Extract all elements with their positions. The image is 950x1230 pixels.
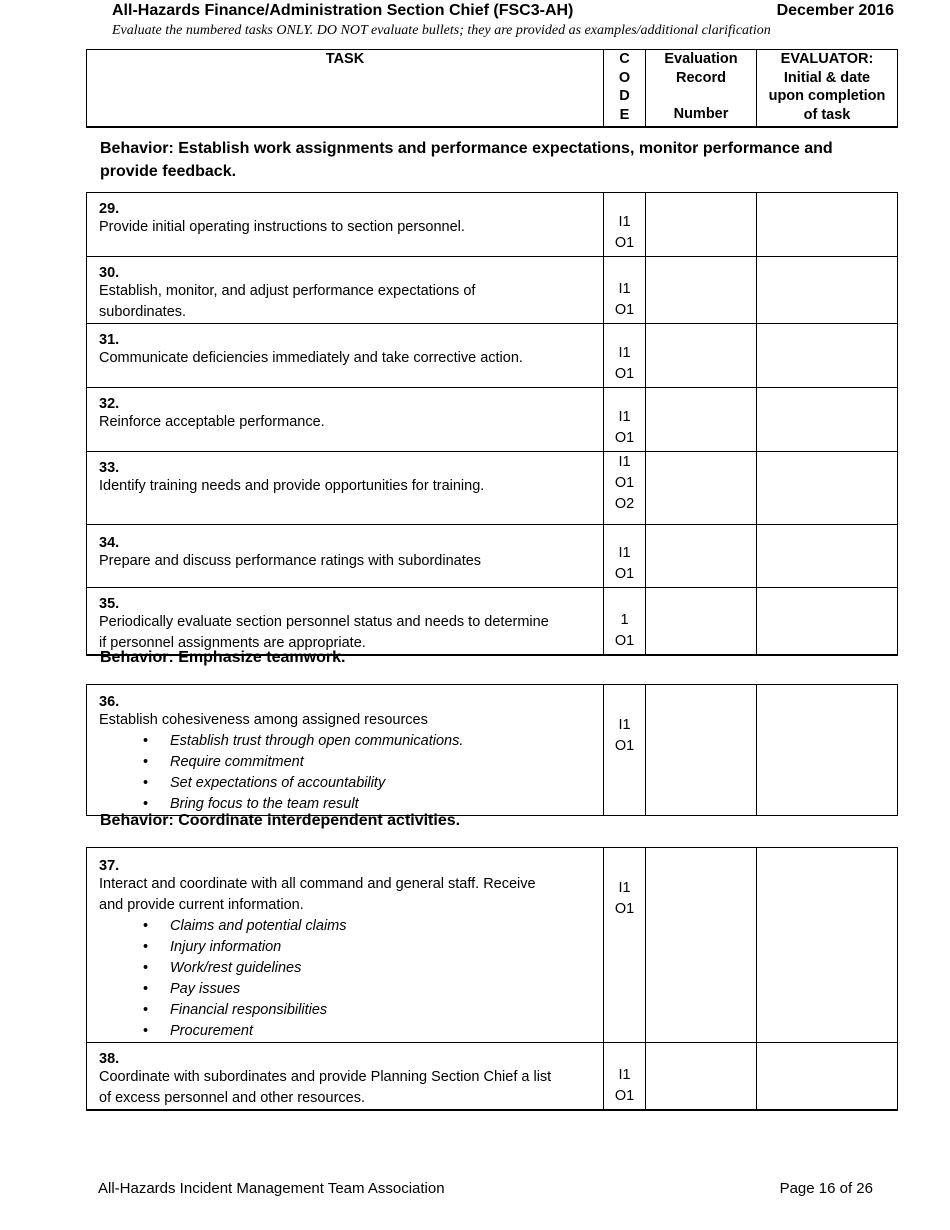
behavior-heading: Behavior: Emphasize teamwork. <box>100 649 346 666</box>
evaluator-cell[interactable] <box>757 685 898 816</box>
list-item: • Bring focus to the team result <box>141 794 593 815</box>
record-cell[interactable] <box>646 685 757 816</box>
table-row <box>87 193 898 257</box>
code-cell: I1 O1 <box>604 1043 646 1111</box>
list-item: • Claims and potential claims <box>141 916 593 937</box>
record-cell[interactable] <box>646 257 757 324</box>
task-cell: 31.Communicate deficiencies immediately and take corrective action. <box>87 324 604 388</box>
record-column-header: Evaluation Record Number <box>646 50 757 127</box>
code-cell: I1 O1 <box>604 324 646 388</box>
task-column-header: TASK <box>87 50 604 127</box>
footer-organization: All-Hazards Incident Management Team Association <box>98 1180 445 1197</box>
behavior-heading: Behavior: Establish work assignments and performance expectations, monitor performance and provide feedback. <box>100 140 833 180</box>
table-row <box>87 848 898 1043</box>
record-cell[interactable] <box>646 452 757 525</box>
code-cell: I1 O1 <box>604 193 646 257</box>
task-cell: 29.Provide initial operating instructions to section personnel. <box>87 193 604 257</box>
evaluation-note: Evaluate the numbered tasks ONLY. DO NOT evaluate bullets; they are provided as examples/additional clarification <box>112 23 771 38</box>
list-item: • Pay issues <box>141 979 593 1000</box>
list-item: • Establish trust through open communications. <box>141 731 593 752</box>
code-cell: I1 O1 <box>604 685 646 816</box>
page-header-date: December 2016 <box>776 2 894 19</box>
task-cell: 32.Reinforce acceptable performance. <box>87 388 604 452</box>
task-cell: 35.Periodically evaluate section personnel status and needs to determine if personnel assignments are appropriate. <box>87 588 604 656</box>
table-row <box>87 525 898 588</box>
list-item: • Injury information <box>141 937 593 958</box>
list-item: • Require commitment <box>141 752 593 773</box>
task-cell: 33.Identify training needs and provide opportunities for training. <box>87 452 604 525</box>
task-table <box>86 684 898 816</box>
record-cell[interactable] <box>646 525 757 588</box>
evaluator-cell[interactable] <box>757 525 898 588</box>
evaluator-cell[interactable] <box>757 452 898 525</box>
task-cell: 36.Establish cohesiveness among assigned resources • Establish trust through open communications. • Require commitment • Set expectations of accountability • Bring focus to the team result <box>87 685 604 816</box>
record-cell[interactable] <box>646 193 757 257</box>
record-cell[interactable] <box>646 588 757 656</box>
task-cell: 38.Coordinate with subordinates and provide Planning Section Chief a list of excess personnel and other resources. <box>87 1043 604 1111</box>
task-cell: 37.Interact and coordinate with all command and general staff. Receive and provide current information. • Claims and potential claims • Injury information • Work/rest guidelines • Pay issues • Financial responsibilities • Procurement <box>87 848 604 1043</box>
evaluator-cell[interactable] <box>757 848 898 1043</box>
code-cell: I1 O1 <box>604 848 646 1043</box>
evaluator-column-header: EVALUATOR: Initial & date upon completion of task <box>757 50 898 127</box>
table-row <box>87 452 898 525</box>
evaluator-cell[interactable] <box>757 588 898 656</box>
record-cell[interactable] <box>646 1043 757 1111</box>
code-cell: I1 O1 <box>604 257 646 324</box>
evaluator-cell[interactable] <box>757 257 898 324</box>
list-item: • Work/rest guidelines <box>141 958 593 979</box>
behavior-heading: Behavior: Coordinate interdependent activities. <box>100 812 461 829</box>
record-cell[interactable] <box>646 324 757 388</box>
list-item: • Financial responsibilities <box>141 1000 593 1021</box>
table-row <box>87 388 898 452</box>
task-cell: 30.Establish, monitor, and adjust performance expectations of subordinates. <box>87 257 604 324</box>
footer-page-number: Page 16 of 26 <box>779 1180 873 1197</box>
task-table <box>86 847 898 1111</box>
table-row <box>87 685 898 816</box>
evaluator-cell[interactable] <box>757 193 898 257</box>
code-cell: I1 O1 <box>604 388 646 452</box>
code-cell: 1 O1 <box>604 588 646 656</box>
code-column-header: C O D E <box>604 50 646 127</box>
column-header-table <box>86 49 898 128</box>
table-row <box>87 588 898 656</box>
task-cell: 34.Prepare and discuss performance ratings with subordinates <box>87 525 604 588</box>
evaluator-cell[interactable] <box>757 1043 898 1111</box>
table-row <box>87 257 898 324</box>
evaluator-cell[interactable] <box>757 324 898 388</box>
task-table <box>86 192 898 656</box>
table-row <box>87 324 898 388</box>
page-header-title: All-Hazards Finance/Administration Section Chief (FSC3-AH) <box>112 2 574 19</box>
code-cell: I1 O1 O2 <box>604 452 646 525</box>
evaluator-cell[interactable] <box>757 388 898 452</box>
table-row <box>87 1043 898 1111</box>
record-cell[interactable] <box>646 848 757 1043</box>
list-item: • Set expectations of accountability <box>141 773 593 794</box>
code-cell: I1 O1 <box>604 525 646 588</box>
list-item: • Procurement <box>141 1021 593 1042</box>
record-cell[interactable] <box>646 388 757 452</box>
